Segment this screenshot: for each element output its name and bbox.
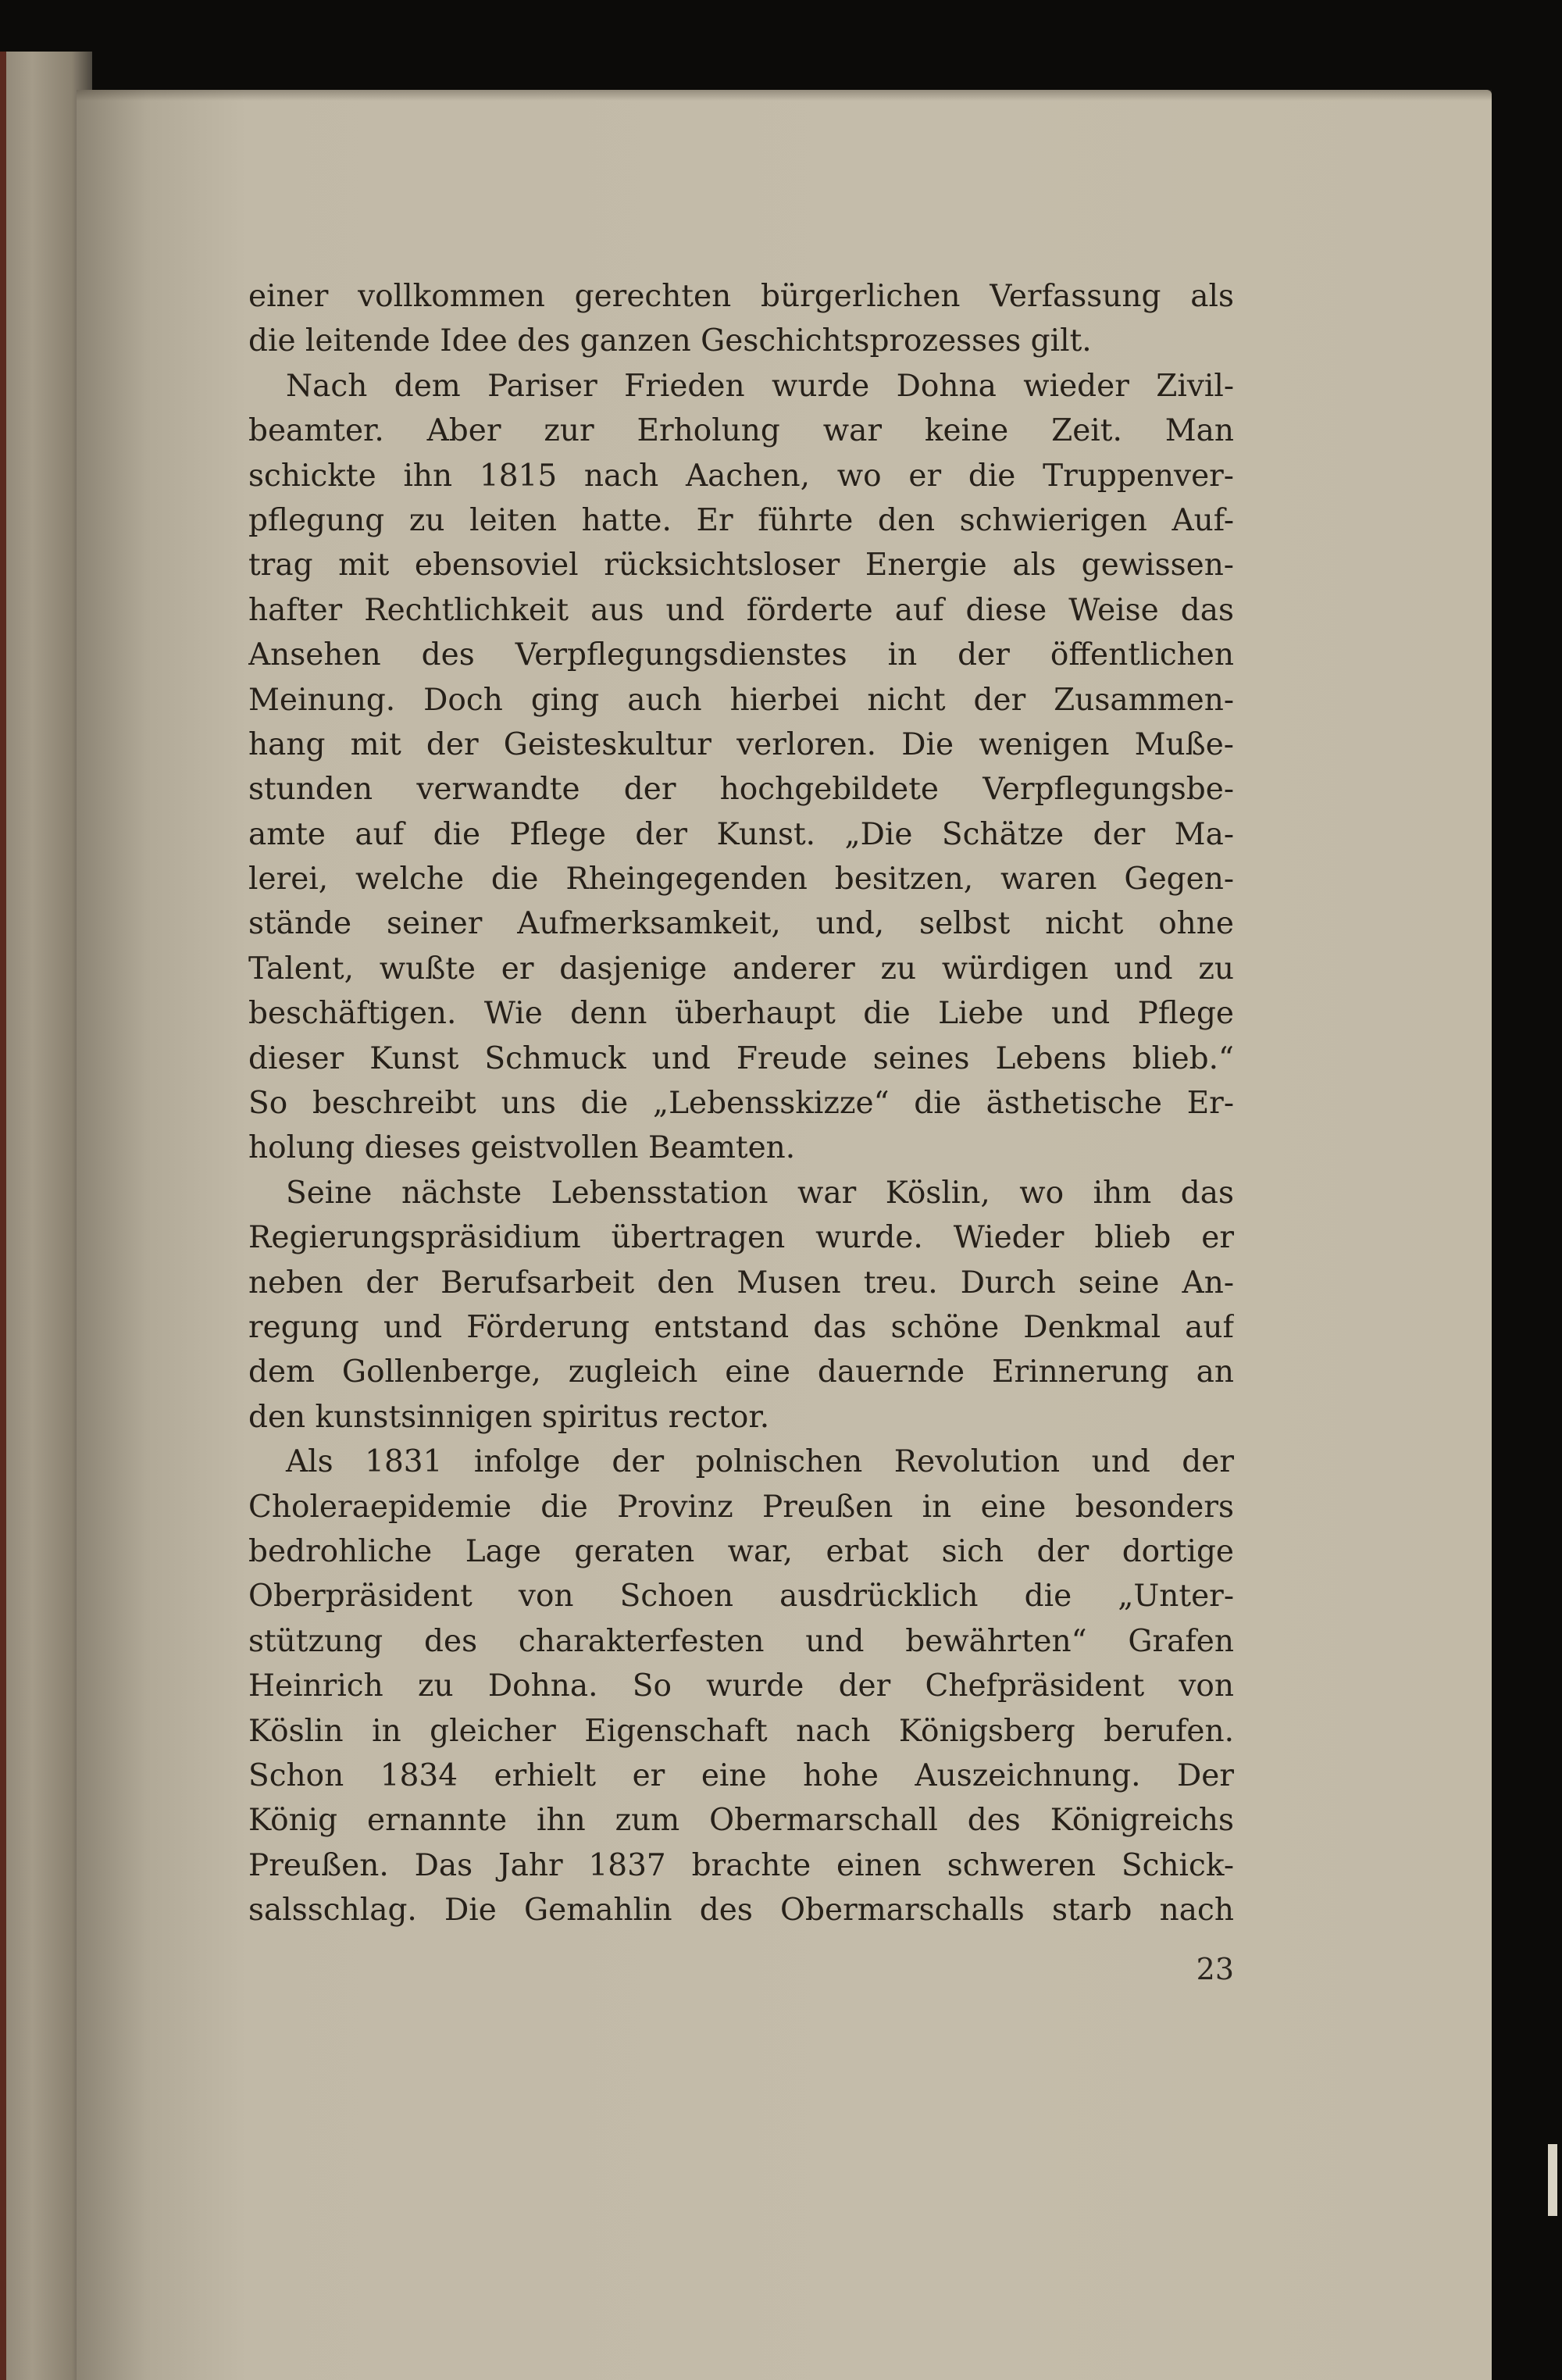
text-line: salsschlag. Die Gemahlin des Obermarschalls starb nach [248, 1893, 1234, 1929]
book-cover-edge [0, 52, 6, 2380]
text-line: Schon 1834 erhielt er eine hohe Auszeichnung. Der [248, 1757, 1234, 1793]
text-line: holung dieses geistvollen Beamten. [248, 1130, 796, 1166]
text-line: beschäftigen. Wie denn überhaupt die Liebe und Pflege [248, 996, 1234, 1032]
text-line: Talent, wußte er dasjenige anderer zu würdigen und zu [248, 951, 1234, 987]
text-line: schickte ihn 1815 nach Aachen, wo er die Truppenver- [248, 458, 1234, 494]
text-line: Ansehen des Verpflegungsdienstes in der öffentlichen [248, 637, 1234, 673]
text-line: neben der Berufsarbeit den Musen treu. Durch seine An- [248, 1265, 1234, 1301]
text-line: einer vollkommen gerechten bürgerlichen Verfassung als [248, 279, 1234, 314]
text-line: stände seiner Aufmerksamkeit, und, selbst nicht ohne [248, 906, 1234, 942]
text-line: beamter. Aber zur Erholung war keine Zeit. Man [248, 413, 1234, 449]
body-text [248, 274, 1234, 1932]
text-line: Oberpräsident von Schoen ausdrücklich die „Unter- [248, 1579, 1234, 1615]
text-line: dieser Kunst Schmuck und Freude seines Lebens blieb.“ [248, 1040, 1234, 1076]
text-line: Regierungspräsidium übertragen wurde. Wieder blieb er [248, 1220, 1234, 1256]
text-line: dem Gollenberge, zugleich eine dauernde Erinnerung an [248, 1354, 1234, 1390]
text-line: Choleraepidemie die Provinz Preußen in eine besonders [248, 1489, 1234, 1525]
text-line: bedrohliche Lage geraten war, erbat sich der dortige [248, 1533, 1234, 1569]
text-line: stützung des charakterfesten und bewährten“ Grafen [248, 1623, 1234, 1659]
text-line: Als 1831 infolge der polnischen Revolution und der [286, 1444, 1234, 1480]
text-line: den kunstsinnigen spiritus rector. [248, 1399, 770, 1435]
page-shadow [77, 90, 1492, 101]
text-line: Meinung. Doch ging auch hierbei nicht der Zusammen- [248, 682, 1234, 718]
text-line: Köslin in gleicher Eigenschaft nach Königsberg berufen. [248, 1713, 1234, 1749]
page-number: 23 [1196, 1952, 1234, 1986]
scan-marker [1548, 2144, 1557, 2216]
text-line: amte auf die Pflege der Kunst. „Die Schätze der Ma- [248, 816, 1234, 852]
text-line: lerei, welche die Rheingegenden besitzen, waren Gegen- [248, 862, 1234, 897]
text-line: König ernannte ihn zum Obermarschall des Königreichs [248, 1803, 1234, 1839]
text-line: pflegung zu leiten hatte. Er führte den schwierigen Auf- [248, 502, 1234, 538]
text-line: die leitende Idee des ganzen Geschichtsprozesses gilt. [248, 323, 1092, 359]
text-line: Nach dem Pariser Frieden wurde Dohna wieder Zivil- [286, 368, 1234, 404]
text-line: Heinrich zu Dohna. So wurde der Chefpräsident von [248, 1668, 1234, 1704]
text-line: trag mit ebensoviel rücksichtsloser Energie als gewissen- [248, 548, 1234, 583]
text-line: regung und Förderung entstand das schöne Denkmal auf [248, 1309, 1234, 1345]
text-line: Seine nächste Lebensstation war Köslin, wo ihm das [286, 1175, 1234, 1211]
text-line: hang mit der Geisteskultur verloren. Die wenigen Muße- [248, 726, 1234, 762]
text-line: Preußen. Das Jahr 1837 brachte einen schweren Schick- [248, 1847, 1234, 1883]
text-line: hafter Rechtlichkeit aus und förderte auf diese Weise das [248, 592, 1234, 628]
text-line: So beschreibt uns die „Lebensskizze“ die ästhetische Er- [248, 1086, 1234, 1122]
text-line: stunden verwandte der hochgebildete Verpflegungsbe- [248, 772, 1234, 808]
